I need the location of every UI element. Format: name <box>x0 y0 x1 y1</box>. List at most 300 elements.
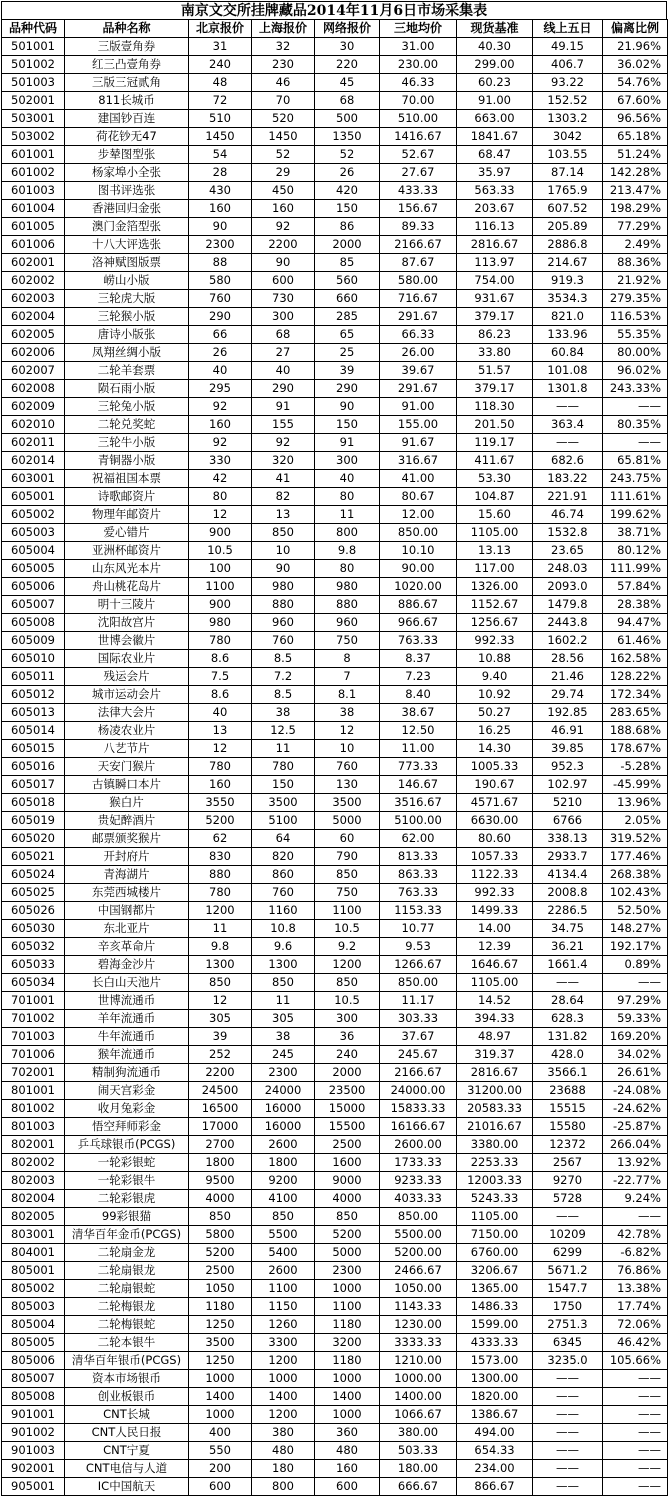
cell-online: 4000 <box>315 1190 380 1208</box>
table-row <box>2 1298 668 1316</box>
cell-code: 605002 <box>2 506 65 524</box>
cell-beijing: 12 <box>189 740 252 758</box>
cell-beijing: 7.5 <box>189 668 252 686</box>
header-row <box>2 20 668 38</box>
cell-shanghai: 92 <box>252 434 315 452</box>
cell-name: 残运会片 <box>65 668 189 686</box>
cell-five-day: —— <box>533 1370 603 1388</box>
cell-shanghai: 11 <box>252 740 315 758</box>
cell-five-day: 1301.8 <box>533 380 603 398</box>
cell-shanghai: 850 <box>252 524 315 542</box>
cell-code: 601003 <box>2 182 65 200</box>
cell-beijing: 780 <box>189 884 252 902</box>
cell-shanghai: 230 <box>252 56 315 74</box>
cell-five-day: 363.4 <box>533 416 603 434</box>
cell-benchmark: 10.88 <box>457 650 533 668</box>
cell-benchmark: 33.80 <box>457 344 533 362</box>
cell-deviation: 199.62% <box>603 506 668 524</box>
table-row <box>2 956 668 974</box>
cell-online: 600 <box>315 1478 380 1496</box>
cell-five-day: 607.52 <box>533 200 603 218</box>
cell-benchmark: 12003.33 <box>457 1172 533 1190</box>
cell-five-day: —— <box>533 1478 603 1496</box>
cell-beijing: 92 <box>189 434 252 452</box>
cell-deviation: 65.81% <box>603 452 668 470</box>
cell-beijing: 80 <box>189 488 252 506</box>
cell-shanghai: 180 <box>252 1460 315 1478</box>
cell-deviation: 51.24% <box>603 146 668 164</box>
cell-online: 1100 <box>315 1298 380 1316</box>
cell-online: 90 <box>315 398 380 416</box>
cell-name: 世博流通币 <box>65 992 189 1010</box>
cell-code: 605021 <box>2 848 65 866</box>
cell-beijing: 980 <box>189 614 252 632</box>
table-row <box>2 1424 668 1442</box>
cell-deviation: 61.46% <box>603 632 668 650</box>
cell-shanghai: 1260 <box>252 1316 315 1334</box>
cell-code: 602008 <box>2 380 65 398</box>
cell-deviation: -22.77% <box>603 1172 668 1190</box>
cell-five-day: 28.56 <box>533 650 603 668</box>
cell-online: 660 <box>315 290 380 308</box>
cell-name: 开封府片 <box>65 848 189 866</box>
cell-code: 804001 <box>2 1244 65 1262</box>
cell-five-day: 221.91 <box>533 488 603 506</box>
table-row <box>2 1154 668 1172</box>
cell-online: 80 <box>315 560 380 578</box>
cell-code: 801002 <box>2 1100 65 1118</box>
cell-shanghai: 450 <box>252 182 315 200</box>
cell-five-day: 1303.2 <box>533 110 603 128</box>
cell-deviation: —— <box>603 1424 668 1442</box>
cell-shanghai: 9200 <box>252 1172 315 1190</box>
cell-five-day: 5728 <box>533 1190 603 1208</box>
table-row <box>2 1370 668 1388</box>
table-row <box>2 830 668 848</box>
cell-five-day: 214.67 <box>533 254 603 272</box>
cell-online: 5000 <box>315 812 380 830</box>
cell-beijing: 240 <box>189 56 252 74</box>
cell-shanghai: 52 <box>252 146 315 164</box>
cell-five-day: 23.65 <box>533 542 603 560</box>
cell-beijing: 160 <box>189 200 252 218</box>
cell-online: 300 <box>315 452 380 470</box>
cell-name: 811长城币 <box>65 92 189 110</box>
header-beijing-price: 北京报价 <box>189 20 252 38</box>
cell-code: 502001 <box>2 92 65 110</box>
cell-deviation: 80.00% <box>603 344 668 362</box>
cell-average: 66.33 <box>380 326 457 344</box>
cell-deviation: 57.84% <box>603 578 668 596</box>
cell-deviation: 243.75% <box>603 470 668 488</box>
cell-shanghai: 850 <box>252 974 315 992</box>
cell-online: 86 <box>315 218 380 236</box>
cell-five-day: 39.85 <box>533 740 603 758</box>
cell-average: 10.77 <box>380 920 457 938</box>
cell-beijing: 54 <box>189 146 252 164</box>
cell-average: 1143.33 <box>380 1298 457 1316</box>
cell-five-day: 3042 <box>533 128 603 146</box>
cell-online: 38 <box>315 704 380 722</box>
table-row <box>2 1316 668 1334</box>
cell-name: 二轮梅银蛇 <box>65 1316 189 1334</box>
cell-five-day: 1661.4 <box>533 956 603 974</box>
cell-deviation: 26.61% <box>603 1064 668 1082</box>
cell-average: 3333.33 <box>380 1334 457 1352</box>
cell-code: 605005 <box>2 560 65 578</box>
cell-name: 世博会徽片 <box>65 632 189 650</box>
cell-online: 285 <box>315 308 380 326</box>
cell-code: 605034 <box>2 974 65 992</box>
cell-online: 1100 <box>315 902 380 920</box>
cell-shanghai: 92 <box>252 218 315 236</box>
cell-online: 2300 <box>315 1262 380 1280</box>
cell-online: 850 <box>315 974 380 992</box>
cell-name: 中国钢都片 <box>65 902 189 920</box>
cell-five-day: —— <box>533 974 603 992</box>
cell-online: 15000 <box>315 1100 380 1118</box>
cell-benchmark: 931.67 <box>457 290 533 308</box>
cell-online: 8 <box>315 650 380 668</box>
cell-code: 802005 <box>2 1208 65 1226</box>
cell-five-day: 428.0 <box>533 1046 603 1064</box>
cell-deviation: 116.53% <box>603 308 668 326</box>
cell-five-day: 5210 <box>533 794 603 812</box>
cell-shanghai: 880 <box>252 596 315 614</box>
cell-code: 605020 <box>2 830 65 848</box>
cell-average: 10.10 <box>380 542 457 560</box>
cell-average: 39.67 <box>380 362 457 380</box>
cell-shanghai: 8.5 <box>252 650 315 668</box>
cell-average: 291.67 <box>380 380 457 398</box>
cell-online: 1350 <box>315 128 380 146</box>
cell-code: 805004 <box>2 1316 65 1334</box>
cell-five-day: 133.96 <box>533 326 603 344</box>
cell-benchmark: 35.97 <box>457 164 533 182</box>
cell-name: 精制狗流通币 <box>65 1064 189 1082</box>
cell-name: 闹天宫彩金 <box>65 1082 189 1100</box>
cell-five-day: 87.14 <box>533 164 603 182</box>
cell-five-day: 102.97 <box>533 776 603 794</box>
cell-online: 1400 <box>315 1388 380 1406</box>
cell-name: 荷花钞无47 <box>65 128 189 146</box>
cell-average: 1210.00 <box>380 1352 457 1370</box>
cell-beijing: 1800 <box>189 1154 252 1172</box>
cell-name: 东莞西城楼片 <box>65 884 189 902</box>
cell-name: 建国钞百连 <box>65 110 189 128</box>
cell-online: 39 <box>315 362 380 380</box>
cell-five-day: —— <box>533 1388 603 1406</box>
cell-beijing: 62 <box>189 830 252 848</box>
cell-average: 37.67 <box>380 1028 457 1046</box>
cell-name: 三版壹角券 <box>65 38 189 56</box>
table-row <box>2 1118 668 1136</box>
cell-benchmark: 1256.67 <box>457 614 533 632</box>
cell-five-day: 1479.8 <box>533 596 603 614</box>
cell-average: 245.67 <box>380 1046 457 1064</box>
cell-deviation: 178.67% <box>603 740 668 758</box>
cell-deviation: 34.02% <box>603 1046 668 1064</box>
cell-five-day: 29.74 <box>533 686 603 704</box>
cell-average: 90.00 <box>380 560 457 578</box>
table-row <box>2 650 668 668</box>
cell-name: 天安门猴片 <box>65 758 189 776</box>
cell-name: 长白山天池片 <box>65 974 189 992</box>
cell-deviation: 283.65% <box>603 704 668 722</box>
cell-online: 68 <box>315 92 380 110</box>
cell-code: 901002 <box>2 1424 65 1442</box>
cell-deviation: 172.34% <box>603 686 668 704</box>
cell-average: 1733.33 <box>380 1154 457 1172</box>
cell-online: 3200 <box>315 1334 380 1352</box>
cell-deviation: 42.78% <box>603 1226 668 1244</box>
cell-five-day: —— <box>533 1442 603 1460</box>
cell-benchmark: 190.67 <box>457 776 533 794</box>
cell-online: 30 <box>315 38 380 56</box>
cell-code: 602002 <box>2 272 65 290</box>
cell-online: 290 <box>315 380 380 398</box>
cell-name: 二轮兑奖蛇 <box>65 416 189 434</box>
cell-code: 605014 <box>2 722 65 740</box>
cell-average: 1230.00 <box>380 1316 457 1334</box>
cell-name: 步辇图型张 <box>65 146 189 164</box>
cell-shanghai: 24000 <box>252 1082 315 1100</box>
cell-benchmark: 1105.00 <box>457 974 533 992</box>
cell-code: 605026 <box>2 902 65 920</box>
cell-code: 803001 <box>2 1226 65 1244</box>
cell-online: 7 <box>315 668 380 686</box>
cell-five-day: 205.89 <box>533 218 603 236</box>
cell-five-day: 3534.3 <box>533 290 603 308</box>
cell-code: 601004 <box>2 200 65 218</box>
cell-shanghai: 1000 <box>252 1370 315 1388</box>
header-code: 品种代码 <box>2 20 65 38</box>
cell-code: 901001 <box>2 1406 65 1424</box>
cell-beijing: 580 <box>189 272 252 290</box>
cell-average: 886.67 <box>380 596 457 614</box>
cell-deviation: -45.99% <box>603 776 668 794</box>
cell-online: 2000 <box>315 236 380 254</box>
cell-online: 150 <box>315 416 380 434</box>
cell-name: 资本市场银币 <box>65 1370 189 1388</box>
cell-five-day: 6345 <box>533 1334 603 1352</box>
cell-average: 9233.33 <box>380 1172 457 1190</box>
cell-benchmark: 6760.00 <box>457 1244 533 1262</box>
cell-shanghai: 68 <box>252 326 315 344</box>
cell-benchmark: 6630.00 <box>457 812 533 830</box>
cell-online: 1180 <box>315 1316 380 1334</box>
cell-five-day: 183.22 <box>533 470 603 488</box>
cell-beijing: 5800 <box>189 1226 252 1244</box>
cell-shanghai: 380 <box>252 1424 315 1442</box>
cell-benchmark: 234.00 <box>457 1460 533 1478</box>
cell-benchmark: 21016.67 <box>457 1118 533 1136</box>
cell-deviation: 36.02% <box>603 56 668 74</box>
cell-benchmark: 48.97 <box>457 1028 533 1046</box>
cell-name: 爱心错片 <box>65 524 189 542</box>
cell-deviation: —— <box>603 974 668 992</box>
cell-deviation: 102.43% <box>603 884 668 902</box>
cell-beijing: 330 <box>189 452 252 470</box>
cell-shanghai: 10 <box>252 542 315 560</box>
cell-code: 805001 <box>2 1262 65 1280</box>
cell-code: 501001 <box>2 38 65 56</box>
cell-name: 东北亚片 <box>65 920 189 938</box>
cell-deviation: 97.29% <box>603 992 668 1010</box>
cell-five-day: 2443.8 <box>533 614 603 632</box>
cell-online: 36 <box>315 1028 380 1046</box>
cell-benchmark: 14.30 <box>457 740 533 758</box>
cell-code: 605010 <box>2 650 65 668</box>
cell-deviation: 128.22% <box>603 668 668 686</box>
cell-code: 601002 <box>2 164 65 182</box>
cell-deviation: 28.38% <box>603 596 668 614</box>
cell-name: 二轮梅银龙 <box>65 1298 189 1316</box>
cell-code: 605011 <box>2 668 65 686</box>
cell-five-day: 2933.7 <box>533 848 603 866</box>
cell-beijing: 760 <box>189 290 252 308</box>
cell-name: 碧海金沙片 <box>65 956 189 974</box>
cell-beijing: 1000 <box>189 1406 252 1424</box>
cell-five-day: 3235.0 <box>533 1352 603 1370</box>
table-row <box>2 1100 668 1118</box>
cell-beijing: 8.6 <box>189 686 252 704</box>
cell-shanghai: 8.5 <box>252 686 315 704</box>
table-row <box>2 884 668 902</box>
cell-beijing: 90 <box>189 218 252 236</box>
cell-benchmark: 1057.33 <box>457 848 533 866</box>
cell-online: 3500 <box>315 794 380 812</box>
cell-name: 猴年流通币 <box>65 1046 189 1064</box>
cell-name: 二轮羊套票 <box>65 362 189 380</box>
cell-beijing: 26 <box>189 344 252 362</box>
cell-benchmark: 116.13 <box>457 218 533 236</box>
cell-code: 605016 <box>2 758 65 776</box>
cell-beijing: 1200 <box>189 902 252 920</box>
cell-benchmark: 50.27 <box>457 704 533 722</box>
cell-code: 605004 <box>2 542 65 560</box>
cell-deviation: 65.18% <box>603 128 668 146</box>
cell-shanghai: 5100 <box>252 812 315 830</box>
cell-five-day: 2008.8 <box>533 884 603 902</box>
table-row <box>2 128 668 146</box>
cell-name: 青铜器小版 <box>65 452 189 470</box>
cell-average: 1000.00 <box>380 1370 457 1388</box>
cell-beijing: 290 <box>189 308 252 326</box>
cell-five-day: 46.91 <box>533 722 603 740</box>
cell-beijing: 1250 <box>189 1352 252 1370</box>
cell-name: 香港回归金张 <box>65 200 189 218</box>
cell-average: 38.67 <box>380 704 457 722</box>
cell-average: 813.33 <box>380 848 457 866</box>
cell-name: 清华百年银币(PCGS) <box>65 1352 189 1370</box>
cell-deviation: —— <box>603 1406 668 1424</box>
cell-shanghai: 11 <box>252 992 315 1010</box>
cell-beijing: 850 <box>189 1208 252 1226</box>
cell-average: 966.67 <box>380 614 457 632</box>
cell-name: 祝福祖国本票 <box>65 470 189 488</box>
cell-average: 7.23 <box>380 668 457 686</box>
cell-shanghai: 760 <box>252 884 315 902</box>
table-row <box>2 794 668 812</box>
cell-online: 23500 <box>315 1082 380 1100</box>
table-row <box>2 380 668 398</box>
cell-online: 760 <box>315 758 380 776</box>
cell-code: 605018 <box>2 794 65 812</box>
cell-average: 4033.33 <box>380 1190 457 1208</box>
cell-five-day: 103.55 <box>533 146 603 164</box>
cell-shanghai: 5400 <box>252 1244 315 1262</box>
cell-online: 10.5 <box>315 992 380 1010</box>
cell-shanghai: 64 <box>252 830 315 848</box>
cell-name: 唐诗小版张 <box>65 326 189 344</box>
cell-code: 802002 <box>2 1154 65 1172</box>
cell-shanghai: 1300 <box>252 956 315 974</box>
cell-beijing: 3550 <box>189 794 252 812</box>
table-row <box>2 1406 668 1424</box>
table-row <box>2 434 668 452</box>
cell-deviation: 148.27% <box>603 920 668 938</box>
table-row <box>2 470 668 488</box>
cell-name: 三轮虎大版 <box>65 290 189 308</box>
cell-benchmark: 1300.00 <box>457 1370 533 1388</box>
cell-name: 乒乓球银币(PCGS) <box>65 1136 189 1154</box>
cell-benchmark: 80.60 <box>457 830 533 848</box>
cell-name: 三轮猴小版 <box>65 308 189 326</box>
cell-code: 805008 <box>2 1388 65 1406</box>
cell-code: 805002 <box>2 1280 65 1298</box>
cell-name: CNT人民日报 <box>65 1424 189 1442</box>
cell-name: 杨凌农业片 <box>65 722 189 740</box>
cell-beijing: 1450 <box>189 128 252 146</box>
cell-name: 洛神赋图版票 <box>65 254 189 272</box>
cell-benchmark: 16.25 <box>457 722 533 740</box>
cell-deviation: 213.47% <box>603 182 668 200</box>
cell-shanghai: 860 <box>252 866 315 884</box>
cell-name: 三轮牛小版 <box>65 434 189 452</box>
cell-deviation: 54.76% <box>603 74 668 92</box>
cell-benchmark: 1365.00 <box>457 1280 533 1298</box>
table-row <box>2 1082 668 1100</box>
cell-code: 701006 <box>2 1046 65 1064</box>
cell-five-day: 1750 <box>533 1298 603 1316</box>
cell-beijing: 200 <box>189 1460 252 1478</box>
cell-shanghai: 91 <box>252 398 315 416</box>
cell-code: 602009 <box>2 398 65 416</box>
cell-beijing: 16500 <box>189 1100 252 1118</box>
cell-name: 收月兔彩金 <box>65 1100 189 1118</box>
cell-shanghai: 760 <box>252 632 315 650</box>
table-row <box>2 1172 668 1190</box>
cell-code: 902001 <box>2 1460 65 1478</box>
cell-name: IC中国航天 <box>65 1478 189 1496</box>
cell-online: 160 <box>315 1460 380 1478</box>
cell-code: 503002 <box>2 128 65 146</box>
cell-code: 805005 <box>2 1334 65 1352</box>
cell-five-day: 2567 <box>533 1154 603 1172</box>
table-row <box>2 200 668 218</box>
cell-average: 5500.00 <box>380 1226 457 1244</box>
cell-shanghai: 155 <box>252 416 315 434</box>
header-name: 品种名称 <box>65 20 189 38</box>
cell-average: 180.00 <box>380 1460 457 1478</box>
cell-beijing: 40 <box>189 362 252 380</box>
cell-online: 480 <box>315 1442 380 1460</box>
cell-shanghai: 520 <box>252 110 315 128</box>
cell-benchmark: 1326.00 <box>457 578 533 596</box>
table-row <box>2 326 668 344</box>
cell-beijing: 1400 <box>189 1388 252 1406</box>
